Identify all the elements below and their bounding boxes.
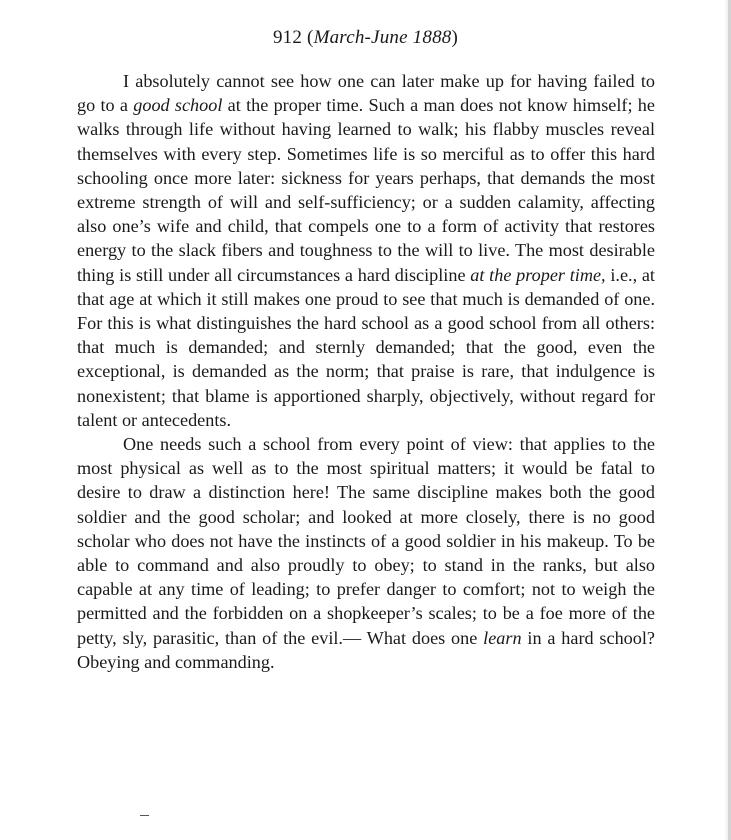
running-header	[0, 27, 731, 49]
page-number: 912	[272, 27, 303, 48]
header-open-paren: (	[302, 27, 314, 48]
text-segment: One needs such a school from every point of view: that applies to the most physical as well as to the most spiritual matters; it would be fatal to desire to draw a distinction here! The same discipline makes both the good soldier and the good scholar; and looked at more closely, there is no good scholar who does not have the instincts of a good soldier in his makeup. To be able to command and also proudly to obey; to stand in the ranks, but also capable at any time of leading; to prefer danger to comfort; not to weigh the permitted and the forbidden on a shopkeeper’s scales; to be a foe more of the petty, sly, parasitic, than of the evil.— What does one	[77, 434, 655, 648]
text-segment: i.e., at that age at which it still makes one proud to see that much is demanded of one. For this is what distinguishes the hard school as a good school from all others: that much is demanded; and sternly demanded; that the good, even the exceptional, is demanded as the norm; that praise is rare, that indulgence is nonexistent; that blame is apportioned sharply, objectively, without regard for talent or antecedents.	[77, 264, 655, 430]
header-close-paren: )	[451, 27, 459, 48]
text-segment: I absolutely cannot see how one can later make up for having failed to go to a	[77, 71, 655, 116]
paragraph-1	[77, 69, 655, 432]
footer-mark	[140, 815, 149, 816]
italic-segment: good school	[133, 95, 223, 116]
header-date-range: March-June 1888	[313, 27, 452, 48]
italic-segment: learn	[483, 627, 522, 648]
body-text	[77, 69, 655, 674]
text-segment: at the proper time. Such a man does not know himself; he walks through life without having learned to walk; his flabby muscles reveal themselves with every step. Sometimes life is so merciful as to offer this hard schooling once more later: sickness for years perhaps, that demands the most extreme strength of will and self-sufficiency; or a sudden calamity, affecting also one’s wife and child, that compels one to a form of activity that restores energy to the slack fibers and toughness to the will to live. The most desirable thing is still under all circumstances a hard discipline	[77, 95, 655, 285]
paragraph-2	[77, 432, 655, 674]
italic-segment: at the proper time,	[470, 264, 606, 285]
text-segment: in a hard school? Obeying and commanding.	[77, 627, 655, 672]
